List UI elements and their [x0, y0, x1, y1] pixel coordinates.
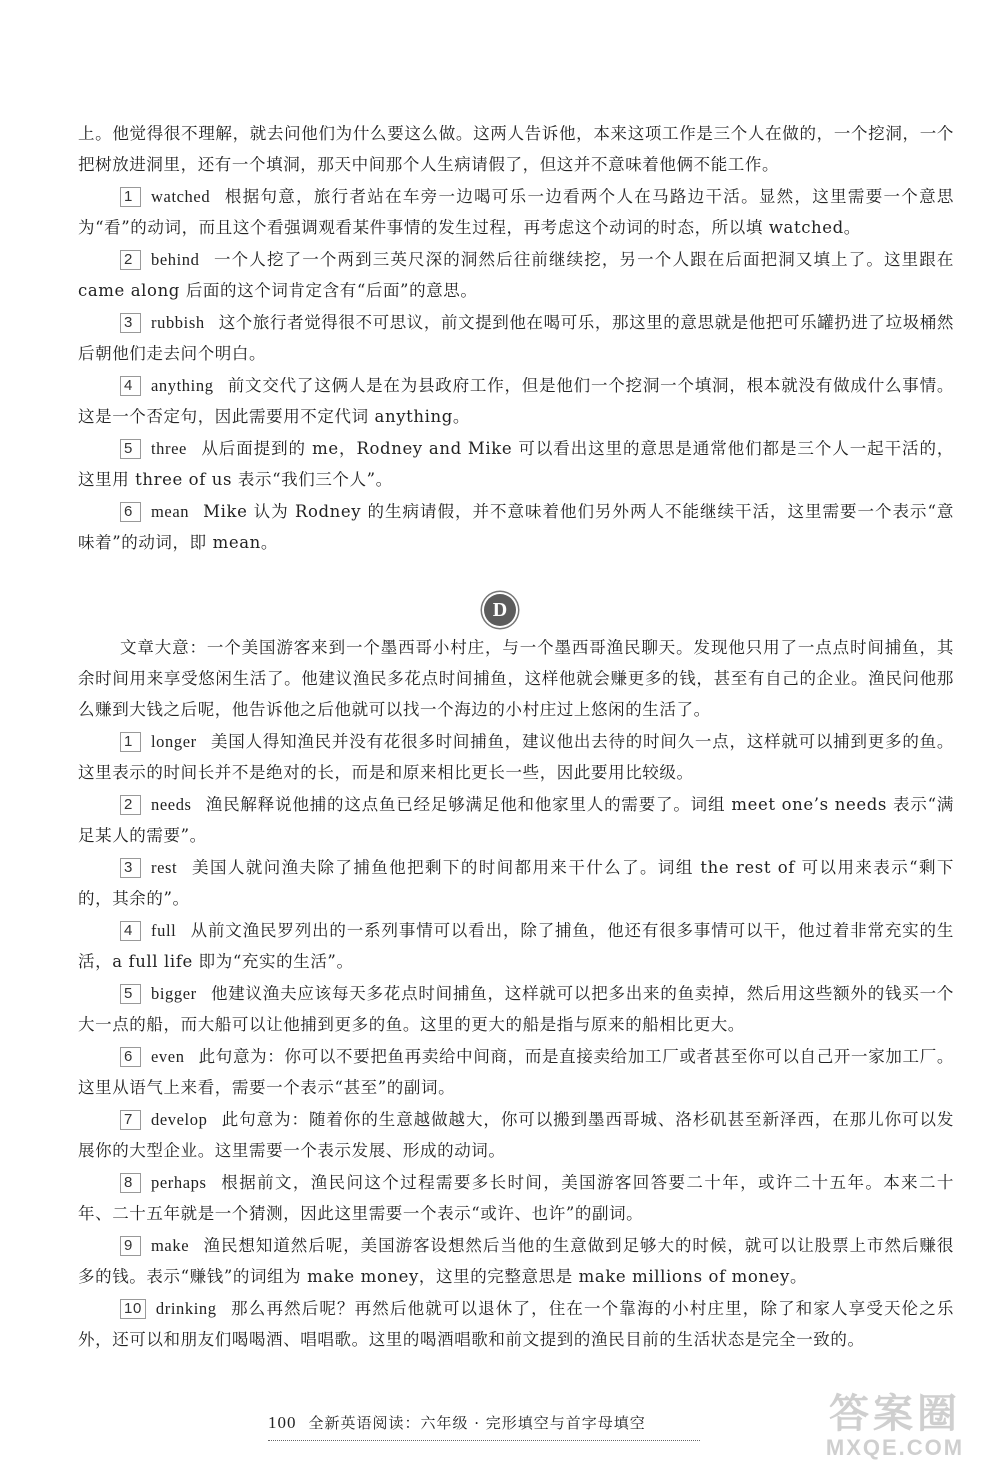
answer-explanation: Mike 认为 Rodney 的生病请假，并不意味着他们另外两人不能继续干活，这里需要一个表示“意味着”的动词，即 mean。 [78, 502, 954, 552]
answer-number: 1 [120, 732, 141, 752]
answer-item [78, 978, 954, 1040]
answer-explanation: 根据前文，渔民问这个过程需要多长时间，美国游客回答要二十年，或许二十五年。本来二十年、二十五年就是一个猜测，因此这里需要一个表示“或许、也许”的副词。 [78, 1173, 954, 1223]
answer-word: mean [151, 502, 190, 521]
answer-number: 2 [120, 795, 141, 815]
answer-item [78, 852, 954, 914]
answer-item [78, 433, 954, 495]
answer-number: 10 [120, 1299, 146, 1319]
answer-word: rubbish [151, 313, 205, 332]
answer-number: 3 [120, 313, 141, 333]
answer-word: anything [151, 376, 214, 395]
answer-explanation: 从前文渔民罗列出的一系列事情可以看出，除了捕鱼，他还有很多事情可以干，他过着非常充实的生活，a full life 即为“充实的生活”。 [78, 921, 954, 971]
answer-explanation: 渔民想知道然后呢，美国游客设想然后当他的生意做到足够大的时候，就可以让股票上市然后赚很多的钱。表示“赚钱”的词组为 make money，这里的完整意思是 make millions of money。 [78, 1236, 954, 1286]
answer-item [78, 789, 954, 851]
answer-word: even [151, 1047, 185, 1066]
watermark-text: 答案圈 [829, 1390, 961, 1437]
answer-item [78, 307, 954, 369]
answer-number: 6 [120, 502, 141, 522]
answer-explanation: 前文交代了这俩人是在为县政府工作，但是他们一个挖洞一个填洞，根本就没有做成什么事情。这是一个否定句，因此需要用不定代词 anything。 [78, 376, 954, 426]
answer-number: 1 [120, 187, 141, 207]
answer-explanation: 美国人得知渔民并没有花很多时间捕鱼，建议他出去待的时间久一点，这样就可以捕到更多的鱼。这里表示的时间长并不是绝对的长，而是和原来相比更长一些，因此要用比较级。 [78, 732, 954, 782]
answer-explanation: 美国人就问渔夫除了捕鱼他把剩下的时间都用来干什么了。词组 the rest of 可以用来表示“剩下的，其余的”。 [78, 858, 954, 908]
answer-word: rest [151, 858, 178, 877]
watermark-logo [800, 1392, 990, 1464]
answer-explanation: 这个旅行者觉得很不可思议，前文提到他在喝可乐，那这里的意思就是他把可乐罐扔进了垃圾桶然后朝他们走去问个明白。 [78, 313, 955, 363]
answer-word: develop [151, 1110, 208, 1129]
answer-item [78, 496, 954, 558]
answer-item [78, 915, 954, 977]
answer-explanation: 一个人挖了一个两到三英尺深的洞然后往前继续挖，另一个人跟在后面把洞又填上了。这里跟在 came along 后面的这个词肯定含有“后面”的意思。 [78, 250, 954, 300]
answer-explanation: 渔民解释说他捕的这点鱼已经足够满足他和他家里人的需要了。词组 meet one’s needs 表示“满足某人的需要”。 [78, 795, 954, 845]
answer-word: longer [151, 732, 197, 751]
answer-number: 7 [120, 1110, 141, 1130]
answer-number: 3 [120, 858, 141, 878]
answer-explanation: 根据句意，旅行者站在车旁一边喝可乐一边看两个人在马路边干活。显然，这里需要一个意思为“看”的动词，而且这个看强调观看某件事情的发生过程，再考虑这个动词的时态，所以填 watched。 [78, 187, 954, 237]
answer-number: 6 [120, 1047, 141, 1067]
section-d-summary: 文章大意：一个美国游客来到一个墨西哥小村庄，与一个墨西哥渔民聊天。发现他只用了一点点时间捕鱼，其余时间用来享受悠闲生活了。他建议渔民多花点时间捕鱼，这样他就会赚更多的钱，甚至有自己的企业。渔民问他那么赚到大钱之后呢，他告诉他之后他就可以找一个海边的小村庄过上悠闲的生活了。 [78, 638, 954, 719]
answer-word: perhaps [151, 1173, 207, 1192]
answer-number: 5 [120, 439, 141, 459]
answer-word: watched [151, 187, 211, 206]
answer-explanation: 此句意为：随着你的生意越做越大，你可以搬到墨西哥城、洛杉矶甚至新泽西，在那儿你可以发展你的大型企业。这里需要一个表示发展、形成的动词。 [78, 1110, 954, 1160]
answer-explanation: 此句意为：你可以不要把鱼再卖给中间商，而是直接卖给加工厂或者甚至你可以自己开一家加工厂。这里从语气上来看，需要一个表示“甚至”的副词。 [78, 1047, 954, 1097]
answer-item [78, 1104, 954, 1166]
answer-explanation: 从后面提到的 me，Rodney and Mike 可以看出这里的意思是通常他们都是三个人一起干活的，这里用 three of us 表示“我们三个人”。 [78, 439, 954, 489]
answer-item [78, 370, 954, 432]
section-c [78, 118, 954, 559]
answer-word: full [151, 921, 177, 940]
answer-word: needs [151, 795, 192, 814]
answer-word: behind [151, 250, 200, 269]
page-number: 100 [268, 1413, 297, 1432]
answer-word: make [151, 1236, 190, 1255]
section-c-intro: 上。他觉得很不理解，就去问他们为什么要这么做。这两人告诉他，本来这项工作是三个人在做的，一个挖洞，一个把树放进洞里，还有一个填洞，那天中间那个人生病请假了，但这并不意味着他俩不能工作。 [78, 124, 954, 174]
answer-number: 4 [120, 921, 141, 941]
answer-word: drinking [155, 1299, 217, 1318]
section-d-badge: D [484, 594, 516, 626]
answer-word: bigger [151, 984, 197, 1003]
answer-number: 2 [120, 250, 141, 270]
answer-explanation: 那么再然后呢？再然后他就可以退休了，住在一个靠海的小村庄里，除了和家人享受天伦之乐外，还可以和朋友们喝喝酒、唱唱歌。这里的喝酒唱歌和前文提到的渔民目前的生活状态是完全一致的。 [78, 1299, 954, 1349]
footer-divider [268, 1440, 700, 1441]
section-d [78, 632, 954, 1356]
answer-item [78, 726, 954, 788]
book-title: 全新英语阅读：六年级 · 完形填空与首字母填空 [308, 1414, 646, 1432]
answer-item [78, 1293, 954, 1355]
answer-number: 8 [120, 1173, 141, 1193]
answer-number: 9 [120, 1236, 141, 1256]
answer-number: 4 [120, 376, 141, 396]
answer-item [78, 1041, 954, 1103]
answer-item [78, 244, 954, 306]
answer-word: three [151, 439, 187, 458]
answer-explanation: 他建议渔夫应该每天多花点时间捕鱼，这样就可以把多出来的鱼卖掉，然后用这些额外的钱买一个大一点的船，而大船可以让他捕到更多的鱼。这里的更大的船是指与原来的船相比更大。 [78, 984, 954, 1034]
answer-item [78, 1167, 954, 1229]
page-footer [268, 1412, 646, 1433]
answer-item [78, 1230, 954, 1292]
answer-number: 5 [120, 984, 141, 1004]
watermark-url: MXQE.COM [825, 1435, 965, 1460]
answer-item [78, 181, 954, 243]
